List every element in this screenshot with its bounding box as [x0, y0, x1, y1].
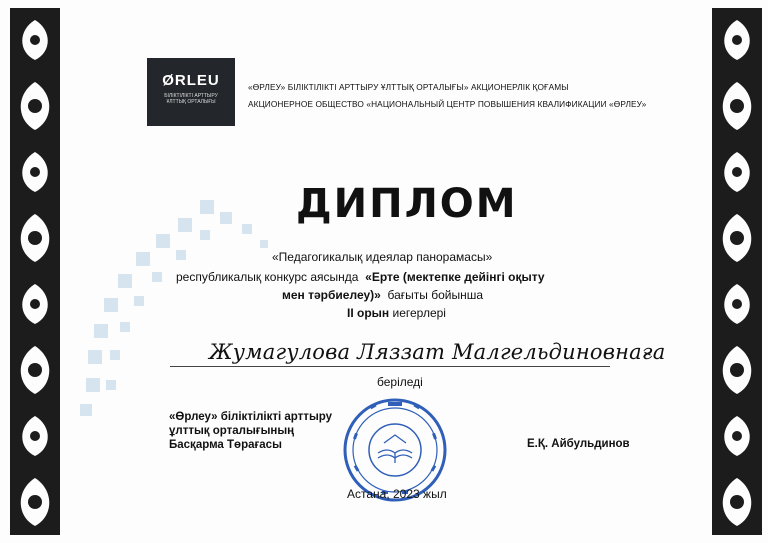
body-line-3-suffix: бағыты бойынша [387, 288, 484, 302]
diploma-title: ДИПЛОМ [296, 181, 518, 227]
logo-brand: ØRLEU [162, 72, 220, 89]
place-label: ІІ орын [347, 306, 390, 320]
issued-label: беріледі [377, 375, 423, 389]
signatory-line-1: «Өрлеу» біліктілікті арттыру [169, 411, 333, 423]
logo-subtitle [147, 93, 235, 105]
body-line-2-bold: «Ерте (мектепке дейінгі оқыту [365, 270, 545, 284]
left-ornament-border [10, 8, 60, 535]
body-line-2-prefix: республикалық конкурс аясында [176, 270, 359, 284]
recipient-name: Жумагулова Ляззат Малгельдиновнаға [209, 340, 666, 364]
organization-name-ru: АКЦИОНЕРНОЕ ОБЩЕСТВО «НАЦИОНАЛЬНЫЙ ЦЕНТР ПОВЫШЕНИЯ КВАЛИФИКАЦИИ «ӨРЛЕУ» [248, 99, 647, 109]
body-line-3-bold: мен тәрбиелеу)» [282, 288, 381, 302]
body-line-2 [176, 270, 545, 284]
place-and-year: Астана, 2023 жыл [347, 487, 447, 501]
right-ornament-border [712, 8, 762, 535]
recipient-underline [170, 366, 610, 367]
logo-subtitle-line2: ҰЛТТЫҚ ОРТАЛЫҒЫ [166, 99, 216, 105]
signatory-line-2: ұлттық орталығының [169, 425, 295, 437]
orleu-logo [147, 58, 235, 126]
signatory-line-3: Басқарма Төрағасы [169, 439, 282, 451]
contest-name: «Педагогикалық идеялар панорамасы» [272, 250, 493, 264]
body-line-4 [347, 306, 446, 320]
logo-subtitle-line1: БІЛІКТІЛІКТІ АРТТЫРУ [164, 93, 218, 99]
body-line-3 [282, 288, 483, 302]
chairman-name: Е.Қ. Айбульдинов [527, 438, 630, 450]
signatory-title [169, 410, 332, 452]
body-line-4-suffix: иегерлері [392, 306, 446, 320]
organization-name-kz: «ӨРЛЕУ» БІЛІКТІЛІКТІ АРТТЫРУ ҰЛТТЫҚ ОРТАЛЫҒЫ» АКЦИОНЕРЛІК ҚОҒАМЫ [248, 82, 569, 92]
